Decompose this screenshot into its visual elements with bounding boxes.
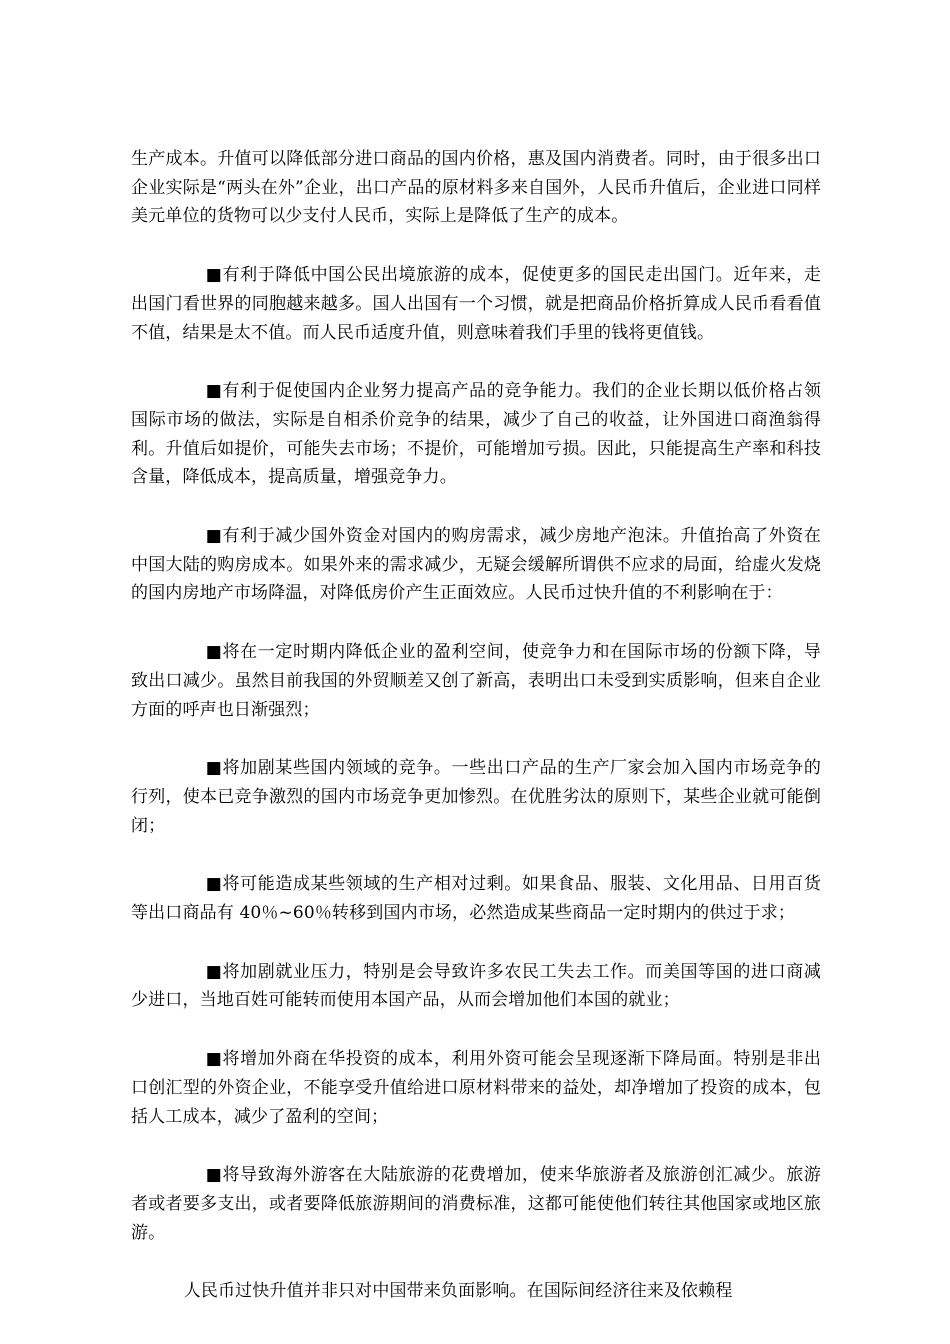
paragraph-outbound-tourism: ■有利于降低中国公民出境旅游的成本，促使更多的国民走出国门。近年来，走出国门看世界的同胞越来越多。国人出国有一个习惯，就是把商品价格折算成人民币看看值不值，结果是太不值。而人民币适度升值，则意味着我们手里的钱将更值钱。 (131, 265, 821, 343)
paragraph-competitiveness: ■有利于促使国内企业努力提高产品的竞争能力。我们的企业长期以低价格占领国际市场的做法，实际是自相杀价竞争的结果，减少了自己的收益，让外国进口商渔翁得利。升值后如提价，可能失去市场；不提价，可能增加亏损。因此，只能提高生产率和科技含量，降低成本，提高质量，增强竞争力。 (131, 381, 821, 488)
paragraph-overproduction: ■将可能造成某些领域的生产相对过剩。如果食品、服装、文化用品、日用百货等出口商品有 40％~60％转移到国内市场，必然造成某些商品一定时期内的供过于求； (131, 874, 821, 924)
paragraph-employment: ■将加剧就业压力，特别是会导致许多农民工失去工作。而美国等国的进口商减少进口，当地百姓可能转而使用本国产品，从而会增加他们本国的就业； (131, 961, 821, 1011)
paragraph-inbound-tourism: ■将导致海外游客在大陆旅游的花费增加，使来华旅游者及旅游创汇减少。旅游者或者要多支出，或者要降低旅游期间的消费标准，这都可能使他们转往其他国家或地区旅游。 (131, 1165, 821, 1243)
paragraph-continuation: 生产成本。升值可以降低部分进口商品的国内价格，惠及国内消费者。同时，由于很多出口企业实际是“两头在外”企业，出口产品的原材料多来自国外，人民币升值后，企业进口同样美元单位的货物可以少支付人民币，实际上是降低了生产的成本。 (131, 149, 821, 227)
document-body (131, 145, 821, 1306)
paragraph-profit-margin: ■将在一定时期内降低企业的盈利空间，使竞争力和在国际市场的份额下降，导致出口减少。虽然目前我国的外贸顺差又创了新高，表明出口未受到实质影响，但来自企业方面的呼声也日渐强烈； (131, 642, 821, 720)
paragraph-foreign-investment: ■将增加外商在华投资的成本，利用外资可能会呈现逐渐下降局面。特别是非出口创汇型的外资企业，不能享受升值给进口原材料带来的益处，却净增加了投资的成本，包括人工成本，减少了盈利的空间； (131, 1049, 821, 1127)
paragraph-conclusion-start: 人民币过快升值并非只对中国带来负面影响。在国际间经济往来及依赖程 (183, 1281, 733, 1302)
paragraph-housing-demand: ■有利于减少国外资金对国内的购房需求，减少房地产泡沫。升值抬高了外资在中国大陆的购房成本。如果外来的需求减少，无疑会缓解所谓供不应求的局面，给虚火发烧的国内房地产市场降温，对降低房价产生正面效应。人民币过快升值的不利影响在于： (131, 526, 821, 604)
paragraph-domestic-competition: ■将加剧某些国内领域的竞争。一些出口产品的生产厂家会加入国内市场竞争的行列，使本已竞争激烈的国内市场竞争更加惨烈。在优胜劣汰的原则下，某些企业就可能倒闭； (131, 758, 821, 836)
